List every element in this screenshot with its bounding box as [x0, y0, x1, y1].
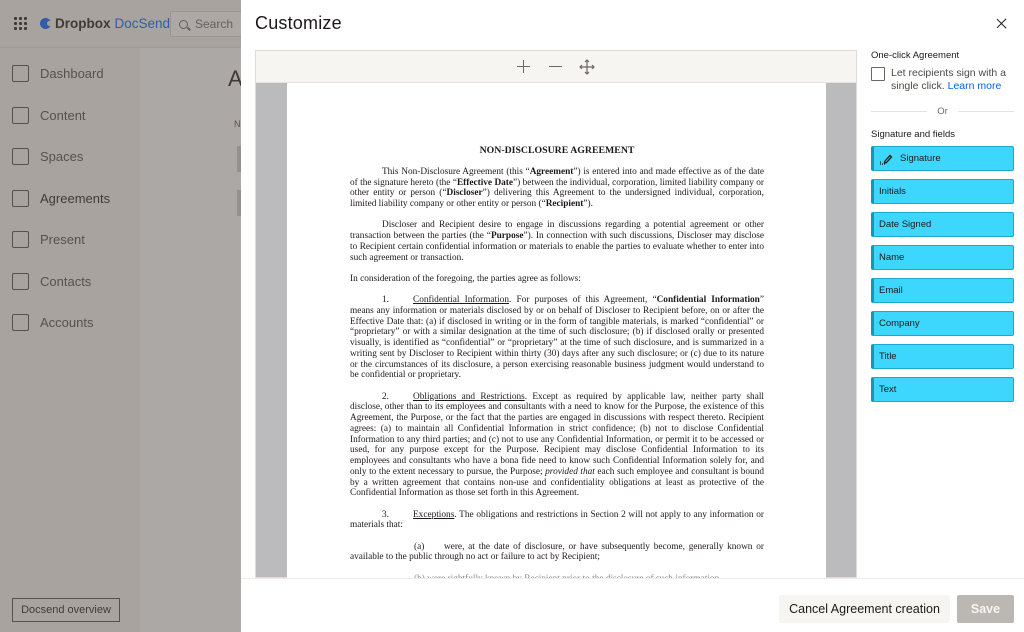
doc-section-3: 3. Exceptions. The obligations and restrictions in Section 2 will not apply to any information or materials that: [350, 509, 764, 531]
pan-move-icon[interactable] [577, 57, 597, 77]
field-signature[interactable]: Signature [871, 146, 1014, 171]
viewer-toolbar [256, 51, 856, 83]
document-viewer [255, 50, 857, 578]
doc-paragraph: In consideration of the foregoing, the parties agree as follows: [350, 273, 581, 284]
one-click-label: One-click Agreement [871, 50, 960, 61]
modal-title: Customize [255, 13, 342, 33]
one-click-description: Let recipients sign with a single click. Learn more [891, 67, 1006, 92]
modal-footer [241, 578, 1024, 632]
fields-panel [871, 0, 1024, 578]
document-title: NON-DISCLOSURE AGREEMENT [479, 145, 635, 156]
doc-section-1: 1. Confidential Information. For purposes of this Agreement, “Confidential Information” means any information or materials disclosed by or on behalf of Discloser to Recipient before, on or after the Effective Date that: (a) if disclosed in writing or in the form of tangible materials, is marked “confidential” or “proprietary” or with a similar designation at the time of such disclosure; (b) if disclosed orally or presented visually, is identified as “confidential” or “proprietary” at the time of such disclosure, and is summarized in a writing sent by Discloser to Recipient within thirty (30) days after any such disclosure; or (c) due to its nature or the circumstances of its disclosure, a person exercising reasonable business judgment would understand to be confidential or proprietary. [350, 295, 764, 381]
field-initials[interactable]: Initials [871, 179, 1014, 204]
zoom-out-icon[interactable] [546, 57, 566, 77]
document-page[interactable] [287, 83, 826, 583]
doc-section-3a: (a) were, at the date of disclosure, or have subsequently become, generally known or available to the public through no act or failure to act by Recipient; [350, 541, 764, 563]
field-email[interactable]: Email [871, 278, 1014, 303]
field-name[interactable]: Name [871, 245, 1014, 270]
signature-pen-icon [879, 153, 893, 165]
one-click-checkbox[interactable] [871, 67, 885, 81]
field-text[interactable]: Text [871, 377, 1014, 402]
save-button[interactable]: Save [957, 595, 1014, 623]
field-company[interactable]: Company [871, 311, 1014, 336]
customize-modal [241, 0, 1024, 632]
fields-label: Signature and fields [871, 129, 955, 140]
doc-paragraph: Discloser and Recipient desire to engage in discussions regarding a potential agreement or other transaction between the parties (the “Purpose”). In connection with such discussions, Discloser may disclose to Recipient certain confidential information or materials to enable the parties to evaluate whether to enter into such agreement or transaction. [350, 220, 764, 263]
doc-section-2: 2. Obligations and Restrictions. Except as required by applicable law, neither party shall disclose, other than to its employees and consultants with a need to know for the Purpose, the existence of this Agreement, the Purpose, or the fact that the parties are engaged in discussions with respect thereto. Recipient agrees: (a) to maintain all Confidential Information in strict confidence; (b) not to disclose Confidential Information to any third parties; and (c) not to use any Confidential Information, or permit it to be accessed or used, for any purpose except for the Purpose. Recipient may disclose Confidential Information to its employees and consultants who have a bona fide need to know such Confidential Information solely for, and only to the extent necessary to pursue, the Purpose; provided that each such employee and consultant is bound by a written agreement that contains non-use and confidentiality obligations at least as protective of the Confidential Information as those set forth in this Agreement. [350, 391, 765, 499]
field-title[interactable]: Title [871, 344, 1014, 369]
zoom-in-icon[interactable] [514, 57, 534, 77]
learn-more-link[interactable]: Learn more [947, 80, 1002, 92]
or-separator: Or [937, 106, 948, 117]
field-date-signed[interactable]: Date Signed [871, 212, 1014, 237]
cancel-agreement-button[interactable]: Cancel Agreement creation [779, 595, 950, 623]
doc-paragraph: This Non-Disclosure Agreement (this “Agreement”) is entered into and made effective as of the date of the signature hereto (the “Effective Date”) between the individual, corporation, limited liability company or other entity or person (“Discloser”) delivering this Agreement to the undersigned individual, corporation, limited liability company or other entity or person (“Recipient”). [350, 166, 764, 209]
